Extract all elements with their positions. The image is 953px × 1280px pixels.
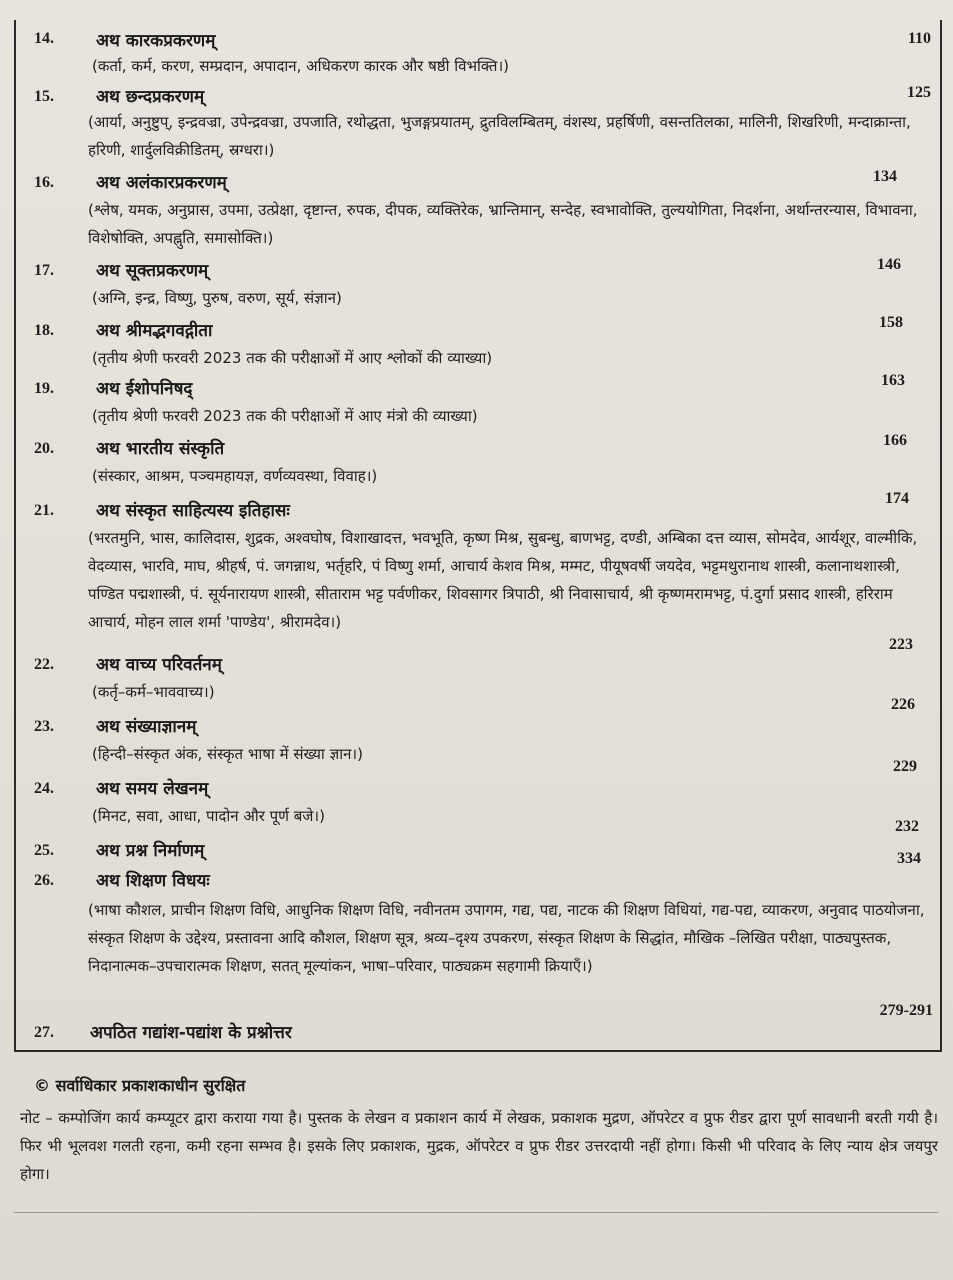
entry-title: अथ प्रश्न निर्माणम् [96, 841, 205, 861]
entry-number: 25. [34, 842, 54, 859]
entry-number: 14. [34, 30, 54, 47]
entry-number: 27. [34, 1024, 54, 1041]
entry-description: (आर्या, अनुष्टुप्, इन्द्रवज्रा, उपेन्द्रवज्रा, उपजाति, रथोद्धता, भुजङ्गप्रयातम्, द्रुतविलम्बितम्, वंशस्थ, प्रहर्षिणी, वसन्ततिलका, मालिनी, शिखरिणी, मन्दाक्रान्ता, हरिणी, शार्दुलविक्रीडितम्, स्रग्धरा।) [88, 113, 911, 159]
entry-description: (भाषा कौशल, प्राचीन शिक्षण विधि, आधुनिक शिक्षण विधि, नवीनतम उपागम, गद्य, पद्य, नाटक की शिक्षण विधियां, गद्य-पद्य, व्याकरण, अनुवाद पाठयोजना, संस्कृत शिक्षण के उद्देश्य, प्रस्तावना आदि कौशल, शिक्षण सूत्र, श्रव्य–दृश्य उपकरण, संस्कृत शिक्षण के सिद्धांत, मौखिक –लिखित परीक्षा, पाठ्यपुस्तक, निदानात्मक–उपचारात्मक शिक्षण, सतत् मूल्यांकन, भाषा–परिवार, पाठ्यक्रम सहगामी क्रियाएँ।) [88, 901, 925, 975]
entry-description: (तृतीय श्रेणी फरवरी 2023 तक की परीक्षाओं में आए मंत्रो की व्याख्या) [92, 407, 478, 425]
entry-page: 134 [873, 168, 897, 185]
entry-page: 223 [889, 636, 913, 653]
entry-description: (संस्कार, आश्रम, पञ्चमहायज्ञ, वर्णव्यवस्था, विवाह।) [92, 467, 378, 485]
entry-description: (कर्तृ–कर्म–भाववाच्य।) [92, 683, 215, 701]
entry-number: 18. [34, 322, 54, 339]
entry-title: अथ शिक्षण विधयः [96, 871, 210, 891]
entry-page: 226 [891, 696, 915, 713]
entry-title: अथ वाच्य परिवर्तनम् [96, 655, 222, 675]
divider [14, 1212, 938, 1213]
entry-page: 110 [907, 30, 931, 47]
entry-description: (श्लेष, यमक, अनुप्रास, उपमा, उत्प्रेक्षा, दृष्टान्त, रुपक, दीपक, व्यक्तिरेक, भ्रान्तिमान्, सन्देह, स्वभावोक्ति, तुल्ययोगिता, निदर्शना, अर्थान्तरन्यास, विभावना, विशेषोक्ति, अपह्नुति, समासोक्ति।) [88, 201, 918, 247]
entry-page: 125 [907, 84, 931, 101]
entry-number: 17. [34, 262, 54, 279]
entry-page: 158 [879, 314, 903, 331]
entry-title: अपठित गद्यांश-पद्यांश के प्रश्नोत्तर [90, 1023, 292, 1043]
entry-page: 232 [895, 818, 919, 835]
entry-title: अथ अलंकारप्रकरणम् [96, 173, 227, 193]
entry-number: 16. [34, 174, 54, 191]
entry-page: 174 [885, 490, 909, 507]
entry-title: अथ समय लेखनम् [96, 779, 209, 799]
entry-number: 21. [34, 502, 54, 519]
entry-title: अथ भारतीय संस्कृति [96, 439, 225, 459]
entry-number: 20. [34, 440, 54, 457]
entry-page: 229 [893, 758, 917, 775]
entry-title: अथ श्रीमद्भगवद्गीता [96, 321, 213, 341]
entry-description: (तृतीय श्रेणी फरवरी 2023 तक की परीक्षाओं में आए श्लोकों की व्याख्या) [92, 349, 493, 367]
copyright-line: © सर्वाधिकार प्रकाशकाधीन सुरक्षित [34, 1076, 246, 1095]
entry-number: 24. [34, 780, 54, 797]
entry-title: अथ कारकप्रकरणम् [96, 31, 216, 51]
entry-page: 279-291 [879, 1002, 933, 1019]
entry-page: 146 [877, 256, 901, 273]
entry-number: 15. [34, 88, 54, 105]
entry-page: 163 [881, 372, 905, 389]
entry-description: (अग्नि, इन्द्र, विष्णु, पुरुष, वरुण, सूर्य, संज्ञान) [92, 289, 342, 307]
entry-title: अथ संख्याज्ञानम् [96, 717, 197, 737]
entry-description: (भरतमुनि, भास, कालिदास, शुद्रक, अश्वघोष, विशाखादत्त, भवभूति, कृष्ण मिश्र, सुबन्धु, बाणभट्ट, दण्डी, अम्बिका दत्त व्यास, सोमदेव, आर्यशूर, वाल्मीकि, वेदव्यास, भारवि, माघ, श्रीहर्ष, पं. जगन्नाथ, भर्तृहरि, पं विष्णु शर्मा, आचार्य केशव मिश्र, मम्मट, पीयूषवर्षी जयदेव, भट्टमथुरानाथ शास्त्री, कलानाथशास्त्री, पण्डित पद्मशास्त्री, पं. सूर्यनारायण शास्त्री, सीताराम भट्ट पर्वणीकर, शिवसागर त्रिपाठी, श्री निवासाचार्य, श्री कृष्णमरामभट्ट, पं.दुर्गा प्रसाद शास्त्री, हरिराम आचार्य, मोहन लाल शर्मा 'पाण्डेय', श्रीरामदेव।) [88, 529, 918, 631]
entry-title: अथ ईशोपनिषद् [96, 379, 193, 399]
entry-description: (मिनट, सवा, आधा, पादोन और पूर्ण बजे।) [92, 807, 325, 825]
entry-number: 22. [34, 656, 54, 673]
disclaimer-note: नोट – कम्पोजिंग कार्य कम्प्यूटर द्वारा कराया गया है। पुस्तक के लेखन व प्रकाशन कार्य में लेखक, प्रकाशक मुद्रण, ऑपरेटर व प्रुफ रीडर द्वारा पूर्ण सावधानी बरती गयी है। फिर भी भूलवश गलती रहना, कमी रहना सम्भव है। इसके लिए प्रकाशक, मुद्रक, ऑपरेटर व प्रुफ रीडर उत्तरदायी नहीं होगा। किसी भी परिवाद के लिए न्याय क्षेत्र जयपुर होगा। [20, 1109, 938, 1183]
entry-page: 166 [883, 432, 907, 449]
entry-page: 334 [897, 850, 921, 867]
entry-description: (कर्ता, कर्म, करण, सम्प्रदान, अपादान, अधिकरण कारक और षष्ठी विभक्ति।) [92, 57, 510, 75]
entry-number: 19. [34, 380, 54, 397]
copyright-notice [14, 1060, 938, 1200]
entry-number: 23. [34, 718, 54, 735]
entry-title: अथ सूक्तप्रकरणम् [96, 261, 209, 281]
entry-title: अथ संस्कृत साहित्यस्य इतिहासः [96, 501, 290, 521]
entry-title: अथ छन्दप्रकरणम् [96, 87, 205, 107]
entry-number: 26. [34, 872, 54, 889]
entry-description: (हिन्दी–संस्कृत अंक, संस्कृत भाषा में संख्या ज्ञान।) [92, 745, 363, 763]
